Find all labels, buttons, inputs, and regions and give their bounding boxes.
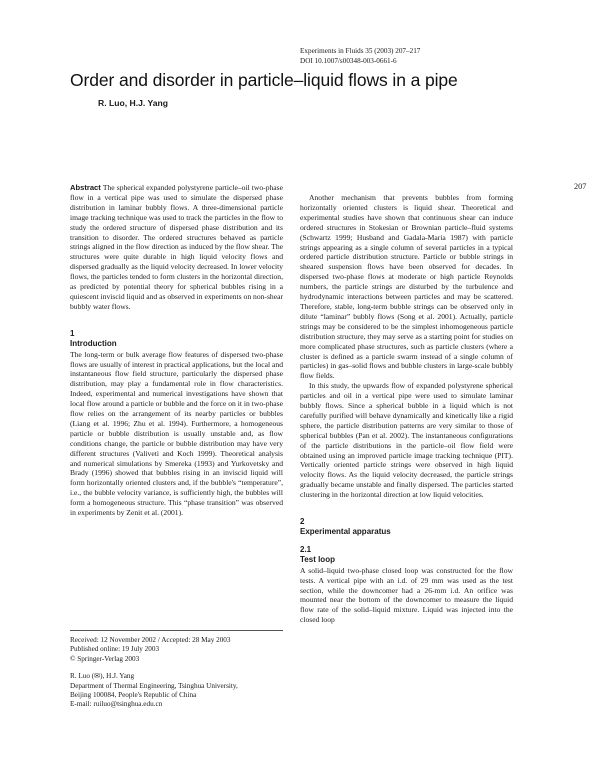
doi: DOI 10.1007/s00348-003-0661-6: [300, 57, 397, 65]
section-title: Experimental apparatus: [300, 527, 391, 536]
footnote: [70, 636, 290, 710]
paragraph: In this study, the upwards flow of expanded polystyrene spherical particles and oil in a vertical pipe were used to simulate laminar bubbly flows. Since a spherical bubble in a liquid which is not carefully purified will behave dynamically and kinetically like a rigid sphere, the particle distribution patterns are very similar to those of spherical bubbles (Pan et al. 2002). The instantaneous configurations of the particle distributions in the particle–oil flow field were obtained using an improved particle image tracking technique (PIT). Vertically oriented particle strings were observed in high liquid velocity flows. As the liquid velocity decreased, the particle strings gradually became unstable and finally dispersed. The particles started clustering in the horizontal direction at low liquid velocities.: [300, 381, 513, 500]
abstract-text: The spherical expanded polystyrene particle–oil two-phase flow in a vertical pipe was used to simulate the dispersed phase distribution in laminar bubbly flows. A three-dimensional particle image tracking technique was used to track the particles in the flow to study the ordered structure of dispersed phase distribution and its transition to disorder. The ordered structures behaved as particle strings aligned in the flow direction as induced by the flow shear. The structures were quite durable in high liquid velocity flows and dispersed gradually as the liquid velocity decreased. In lower velocity flows, the particles tended to form clusters in the horizontal direction, as predicted by potential theory for spherical bubbles rising in a quiescent inviscid liquid and as observed in experiments on non-shear bubbly water flows.: [70, 183, 283, 311]
department: Department of Thermal Engineering, Tsinghua University,: [70, 681, 238, 690]
page-number: 207: [574, 182, 587, 191]
published-date: Published online: 19 July 2003: [70, 645, 160, 654]
subsection-number: 2.1: [300, 544, 312, 554]
right-column: [300, 193, 513, 625]
paragraph: The long-term or bulk average flow features of dispersed two-phase flows are usually of interest in practical applications, but the local and instantaneous flow field structure, particularly the dispersed phase distribution, may play a fundamental role in flow characteristics. Indeed, experimental and numerical investigations have shown that local flow around a particle or bubble and the force on it in two-phase flow relies on the arrangement of its nearby particles or bubbles (Liang et al. 1996; Zhu et al. 1994). Furthermore, a homogeneous particle or bubble distribution is usually unstable and, as flow conditions change, the particle or bubble distribution may have very different structures (Valiveti and Koch 1999). Theoretical analysis and numerical simulations by Smereka (1993) and Yurkovetsky and Brady (1996) showed that bubbles rising in an inviscid liquid will form horizontally oriented clusters and, if the bubble's “temperature”, i.e., the bubble velocity variance, is sufficiently high, the bubbles will form a homogeneous structure. This “phase transition” was observed in experiments by Zenit et al. (2001).: [70, 349, 283, 518]
journal-header: [300, 46, 420, 66]
section-number: 1: [70, 328, 75, 338]
subsection-title: Test loop: [300, 554, 335, 564]
section-title: Introduction: [70, 338, 117, 348]
section-number: 2: [300, 517, 305, 527]
paragraph: A solid–liquid two-phase closed loop was constructed for the flow tests. A vertical pipe with an i.d. of 29 mm was used as the test section, while the downcomer had a 26-mm i.d. An orifice was mounted near the bottom of the downcomer to measure the liquid flow rate of the solid–liquid mixture. Liquid was injected into the closed loop: [300, 565, 513, 625]
left-column: [70, 183, 283, 518]
corresponding-authors: R. Luo (✉), H.J. Yang: [70, 672, 135, 681]
page-title: Order and disorder in particle–liquid flows in a pipe: [70, 70, 458, 90]
email: E-mail: ruiluo@tsinghua.edu.cn: [70, 700, 163, 709]
received-date: Received: 12 November 2002 / Accepted: 28 May 2003: [70, 636, 231, 644]
address: Beijing 100084, People's Republic of China: [70, 691, 197, 700]
abstract: [70, 183, 283, 312]
copyright: © Springer-Verlag 2003: [70, 654, 140, 663]
authors: R. Luo, H.J. Yang: [98, 98, 169, 108]
journal-citation: Experiments in Fluids 35 (2003) 207–217: [300, 47, 421, 55]
abstract-label: Abstract: [70, 183, 101, 192]
footnote-divider: [70, 630, 283, 631]
paragraph: Another mechanism that prevents bubbles from forming horizontally oriented clusters is liquid shear. Theoretical and experimental studies have shown that continuous shear can induce ordered structures in Stokesian or Brownian particle–fluid systems (Schwartz 1999; Husband and Gadala-Maria 1987) with particle strings appearing as a single column of several particles in a typical ordered particle distribution structure. Particle or bubble strings in sheared suspension flows have been observed for decades. In dispersed two-phase flows at moderate or high particle Reynolds numbers, the particle strings are disturbed by the turbulence and hydrodynamic interactions between particles and may be scattered. Therefore, stable, long-term bubble strings can be observed only in dilute “laminar” bubbly flows (Song et al. 2001). Actually, particle strings may be considered to be the simplest inhomogeneous particle distribution structure, they may serve as a starting point for studies on more complicated phase structures, such as particle clusters (where a cluster is defined as a particle swarm instead of a single column of particles) in gas–solid flows and bubble clusters in large-scale bubbly flow fields.: [300, 193, 513, 381]
